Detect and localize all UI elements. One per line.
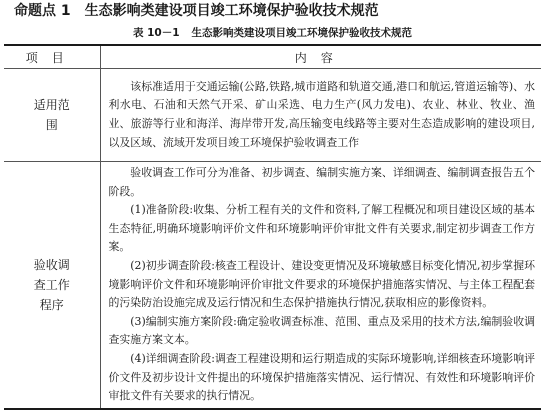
row-content-cell bbox=[100, 69, 541, 162]
section-heading-label: 命题点 1 bbox=[14, 3, 71, 19]
content-paragraph: (3)编制实施方案阶段:确定验收调查标准、范围、重点及采用的技术方法,编制验收调查实施方案文本。 bbox=[108, 314, 535, 347]
content-paragraph: (4)详细调查阶段:调查工程建设期和运行期造成的实际环境影响,详细核查环境影响评价文件及初步设计文件提出的环境保护措施落实情况、运行情况、有效性和环境影响评价审批文件有关要求的执行情况。 bbox=[108, 351, 535, 403]
table-row bbox=[4, 162, 541, 409]
content-paragraph: (1)准备阶段:收集、分析工程有关的文件和资料,了解工程概况和项目建设区域的基本生态特征,明确环境影响评价文件和环境影响评价审批文件有关要求,制定初步调查工作方案。 bbox=[108, 203, 535, 254]
row-item-label: 适用范围 bbox=[33, 98, 70, 132]
header-item: 项目 bbox=[4, 45, 100, 69]
section-heading-title: 生态影响类建设项目竣工环境保护验收技术规范 bbox=[84, 3, 379, 19]
content-paragraph: 验收调查工作可分为准备、初步调查、编制实施方案、详细调查、编制调查报告五个阶段。 bbox=[108, 166, 535, 198]
row-item-cell bbox=[4, 162, 100, 409]
row-item-cell bbox=[4, 69, 100, 162]
content-paragraph: (2)初步调查阶段:核查工程设计、建设变更情况及环境敏感目标变化情况,初步掌握环境影响评价文件和环境影响评价审批文件要求的环境保护措施落实情况、与主体工程配套的污染防治设施完成及运行情况和生态保护措施执行情况,获取相应的影像资料。 bbox=[108, 258, 535, 310]
row-item-label: 验收调查工作程序 bbox=[33, 257, 70, 312]
header-content: 内容 bbox=[100, 45, 541, 69]
content-paragraph: 该标准适用于交通运输(公路,铁路,城市道路和轨道交通,港口和航运,管道运输等)、水利水电、石油和天然气开采、矿山采选、电力生产(风力发电)、农业、林业、牧业、渔业、旅游等行业和海洋、海岸带开发,高压输变电线路等主要对生态造成影响的建设项目,以及区域、流域开发项目竣工环境保护验收调查工作 bbox=[108, 79, 535, 149]
row-content bbox=[101, 76, 542, 154]
table-header-row bbox=[4, 45, 541, 69]
table-number: 表 10－1 bbox=[132, 27, 180, 39]
row-content-cell bbox=[100, 162, 541, 409]
table-caption bbox=[0, 26, 545, 40]
row-content bbox=[101, 162, 542, 408]
table-row bbox=[4, 69, 541, 162]
table-caption-text: 生态影响类建设项目竣工环境保护验收技术规范 bbox=[191, 27, 413, 39]
section-heading bbox=[14, 2, 379, 20]
spec-table bbox=[4, 44, 541, 410]
